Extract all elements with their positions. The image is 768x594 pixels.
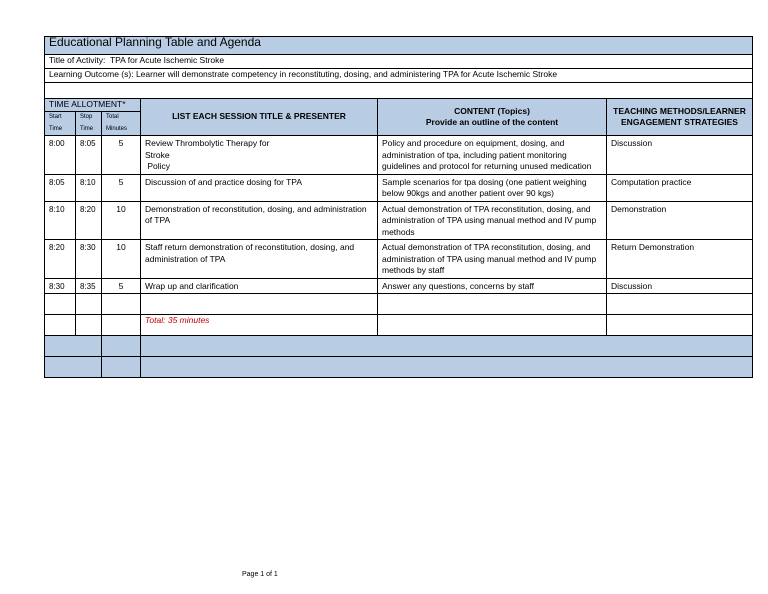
stop-time: 8:10 <box>76 174 102 201</box>
stop-time: 8:30 <box>76 240 102 279</box>
session-line: Policy <box>145 161 171 171</box>
shaded-row <box>45 336 753 357</box>
total-minutes: 10 <box>102 201 141 240</box>
start-time: 8:00 <box>45 136 76 175</box>
outcome-value: Learner will demonstrate competency in reconstituting, dosing, and administering TPA for Acute Ischemic Stroke <box>135 69 558 79</box>
start-time: 8:05 <box>45 174 76 201</box>
stop-time: 8:05 <box>76 136 102 175</box>
session-header: LIST EACH SESSION TITLE & PRESENTER <box>141 99 378 136</box>
method-cell: Return Demonstration <box>607 240 753 279</box>
activity-value: TPA for Acute Ischemic Stroke <box>109 55 225 65</box>
method-cell: Discussion <box>607 136 753 175</box>
content-cell: Sample scenarios for tpa dosing (one patient weighing below 90kgs and another patient over 90 kgs) <box>378 174 607 201</box>
content-header-line2: Provide an outline of the content <box>425 117 559 127</box>
table-row <box>45 201 753 240</box>
total-minutes: 5 <box>102 278 141 294</box>
start-time: 8:10 <box>45 201 76 240</box>
stop-time: 8:20 <box>76 201 102 240</box>
blank-row <box>45 83 753 99</box>
session-title: Discussion of and practice dosing for TPA <box>141 174 378 201</box>
total-minutes-header: Total Minutes <box>102 112 141 136</box>
table-title: Educational Planning Table and Agenda <box>45 37 753 55</box>
content-cell: Actual demonstration of TPA reconstitution, dosing, and administration of TPA using manual method and IV pump methods <box>378 201 607 240</box>
stop-time: 8:35 <box>76 278 102 294</box>
outcome-label: Learning Outcome (s): <box>49 69 134 79</box>
content-header <box>378 99 607 136</box>
activity-label: Title of Activity: <box>49 55 106 65</box>
time-allotment-header: TIME ALLOTMENT* <box>45 99 141 112</box>
activity-title-row <box>45 55 753 69</box>
content-header-line1: CONTENT (Topics) <box>454 105 530 116</box>
start-time-header: Start Time <box>45 112 76 136</box>
method-cell: Discussion <box>607 278 753 294</box>
table-row <box>45 136 753 175</box>
total-row <box>45 315 753 336</box>
session-title <box>141 136 378 175</box>
session-line: Review Thrombolytic Therapy for <box>145 138 270 148</box>
total-minutes: 10 <box>102 240 141 279</box>
start-time: 8:20 <box>45 240 76 279</box>
shaded-row <box>45 357 753 378</box>
method-cell: Computation practice <box>607 174 753 201</box>
planning-table <box>44 36 753 378</box>
start-time: 8:30 <box>45 278 76 294</box>
content-cell: Actual demonstration of TPA reconstitution, dosing, and administration of TPA using manual method and IV pump methods by staff <box>378 240 607 279</box>
page-number: Page 1 of 1 <box>242 571 278 578</box>
methods-header: TEACHING METHODS/LEARNER ENGAGEMENT STRATEGIES <box>607 99 753 136</box>
empty-row <box>45 294 753 315</box>
total-minutes-label: Total: 35 minutes <box>141 315 378 336</box>
session-title: Wrap up and clarification <box>141 278 378 294</box>
content-cell: Answer any questions, concerns by staff <box>378 278 607 294</box>
table-row <box>45 240 753 279</box>
session-title: Demonstration of reconstitution, dosing, and administration of TPA <box>141 201 378 240</box>
method-cell: Demonstration <box>607 201 753 240</box>
session-line: Stroke <box>145 149 170 160</box>
total-minutes: 5 <box>102 136 141 175</box>
session-title: Staff return demonstration of reconstitution, dosing, and administration of TPA <box>141 240 378 279</box>
table-row <box>45 174 753 201</box>
stop-time-header: Stop Time <box>76 112 102 136</box>
learning-outcome-row <box>45 69 753 83</box>
total-minutes: 5 <box>102 174 141 201</box>
content-cell: Policy and procedure on equipment, dosing, and administration of tpa, including patient monitoring guidelines and protocol for returning unused medication <box>378 136 607 175</box>
table-row <box>45 278 753 294</box>
